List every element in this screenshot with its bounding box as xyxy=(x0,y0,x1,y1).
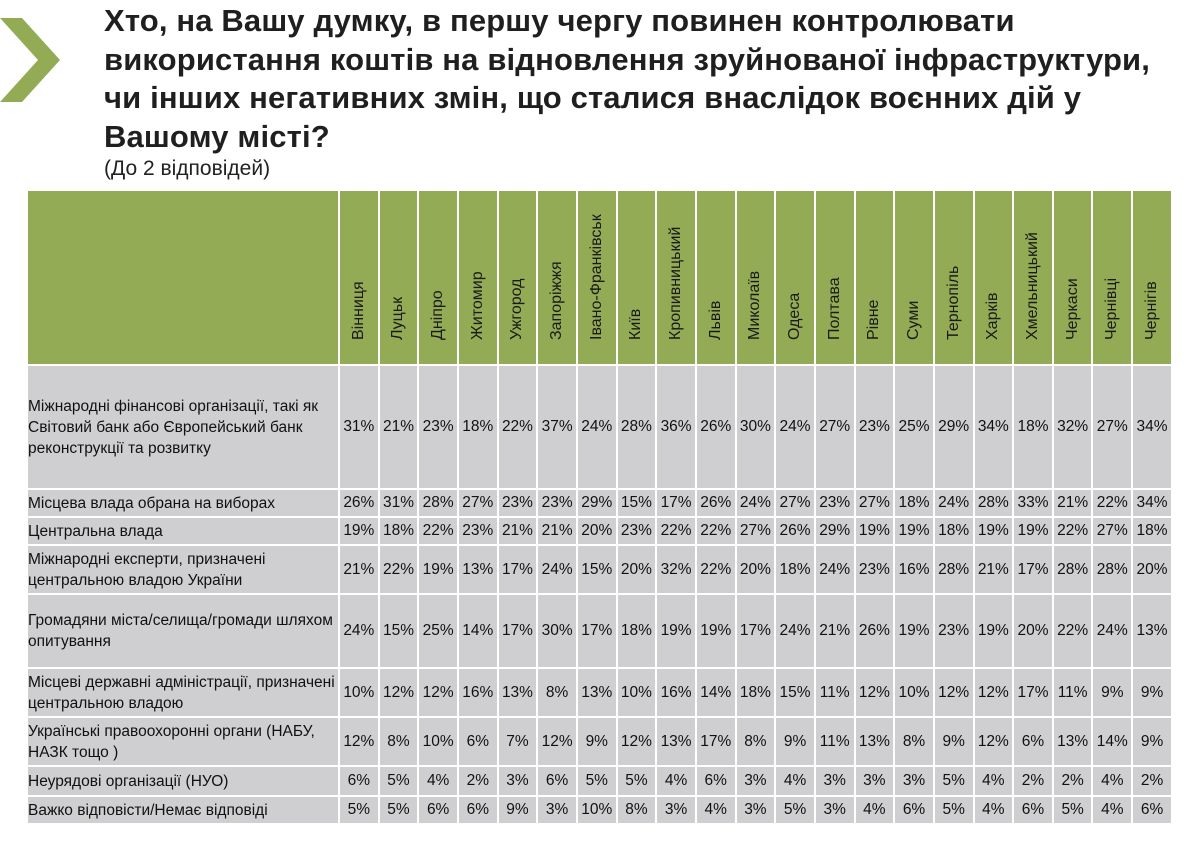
table-cell: 19% xyxy=(697,595,735,667)
column-header-label: Полтава xyxy=(825,277,843,340)
table-row xyxy=(28,767,1171,795)
row-label: Міжнародні експерти, призначені центральною владою України xyxy=(28,546,338,593)
table-cell: 11% xyxy=(816,718,854,765)
table-row xyxy=(28,546,1171,593)
table-cell: 21% xyxy=(1054,490,1092,516)
table-cell: 12% xyxy=(380,669,418,716)
table-cell: 5% xyxy=(935,767,973,795)
table-cell: 2% xyxy=(459,767,497,795)
table-cell: 34% xyxy=(1133,490,1171,516)
table-cell: 21% xyxy=(816,595,854,667)
table-cell: 19% xyxy=(657,595,695,667)
row-label: Центральна влада xyxy=(28,518,338,544)
table-cell: 22% xyxy=(419,518,457,544)
table-cell: 5% xyxy=(776,797,814,823)
table-cell: 29% xyxy=(816,518,854,544)
table-cell: 23% xyxy=(618,518,656,544)
column-header xyxy=(697,191,735,364)
column-header xyxy=(578,191,616,364)
column-header-label: Львів xyxy=(706,300,724,340)
table-row xyxy=(28,366,1171,488)
table-cell: 14% xyxy=(1093,718,1131,765)
table-cell: 6% xyxy=(340,767,378,795)
column-header-label: Київ xyxy=(627,308,645,340)
table-cell: 2% xyxy=(1014,767,1052,795)
row-label: Місцева влада обрана на виборах xyxy=(28,490,338,516)
table-cell: 25% xyxy=(419,595,457,667)
page-title: Хто, на Вашу думку, в першу чергу повинен контролювати використання коштів на відновлення зруйнованої інфраструктури, чи інших негативних змін, що сталися внаслідок воєнних дій у Вашому місті? xyxy=(104,3,1151,154)
table-cell: 26% xyxy=(697,366,735,488)
column-header xyxy=(459,191,497,364)
table-cell: 30% xyxy=(538,595,576,667)
table-cell: 34% xyxy=(1133,366,1171,488)
row-label: Українські правоохоронні органи (НАБУ, НАЗК тощо ) xyxy=(28,718,338,765)
column-header xyxy=(856,191,894,364)
table-cell: 26% xyxy=(856,595,894,667)
table-cell: 4% xyxy=(776,767,814,795)
table-cell: 9% xyxy=(935,718,973,765)
column-header xyxy=(816,191,854,364)
column-header-label: Житомир xyxy=(468,271,486,340)
table-cell: 4% xyxy=(975,797,1013,823)
table-cell: 20% xyxy=(1014,595,1052,667)
column-header-label: Одеса xyxy=(786,292,804,340)
table-cell: 8% xyxy=(737,718,775,765)
table-cell: 12% xyxy=(856,669,894,716)
table-cell: 27% xyxy=(737,518,775,544)
table-cell: 12% xyxy=(975,669,1013,716)
column-header-label: Чернігів xyxy=(1143,281,1161,340)
table-cell: 24% xyxy=(776,366,814,488)
table-cell: 27% xyxy=(816,366,854,488)
table-cell: 24% xyxy=(538,546,576,593)
table-cell: 9% xyxy=(1093,669,1131,716)
table-cell: 3% xyxy=(737,767,775,795)
table-cell: 26% xyxy=(697,490,735,516)
column-header xyxy=(419,191,457,364)
table-cell: 6% xyxy=(459,797,497,823)
table-cell: 13% xyxy=(657,718,695,765)
table-cell: 12% xyxy=(935,669,973,716)
table-cell: 28% xyxy=(618,366,656,488)
table-cell: 3% xyxy=(538,797,576,823)
table-cell: 32% xyxy=(657,546,695,593)
table-cell: 21% xyxy=(380,366,418,488)
table-row xyxy=(28,718,1171,765)
column-header-label: Миколаїв xyxy=(746,270,764,340)
table-cell: 18% xyxy=(618,595,656,667)
results-table xyxy=(26,189,1173,825)
row-label: Важко відповісти/Немає відповіді xyxy=(28,797,338,823)
table-row xyxy=(28,595,1171,667)
table-cell: 10% xyxy=(578,797,616,823)
table-cell: 18% xyxy=(1133,518,1171,544)
table-cell: 24% xyxy=(935,490,973,516)
column-header-label: Кропивницький xyxy=(667,226,685,340)
table-row xyxy=(28,518,1171,544)
column-header xyxy=(975,191,1013,364)
column-header-label: Івано-Франківськ xyxy=(587,214,605,340)
column-header-label: Хмельницький xyxy=(1023,232,1041,340)
table-cell: 6% xyxy=(895,797,933,823)
table-cell: 22% xyxy=(697,518,735,544)
table-cell: 7% xyxy=(499,718,537,765)
table-cell: 3% xyxy=(816,797,854,823)
table-cell: 5% xyxy=(380,797,418,823)
table-cell: 13% xyxy=(1054,718,1092,765)
table-cell: 27% xyxy=(856,490,894,516)
table-cell: 5% xyxy=(1054,797,1092,823)
table-cell: 27% xyxy=(459,490,497,516)
table-cell: 27% xyxy=(1093,366,1131,488)
table-row xyxy=(28,490,1171,516)
row-label: Міжнародні фінансові організації, такі як Світовий банк або Європейський банк реконструкції та розвитку xyxy=(28,366,338,488)
table-cell: 13% xyxy=(459,546,497,593)
table-cell: 21% xyxy=(538,518,576,544)
table-cell: 31% xyxy=(380,490,418,516)
column-header xyxy=(895,191,933,364)
table-cell: 15% xyxy=(578,546,616,593)
table-row xyxy=(28,797,1171,823)
table-cell: 19% xyxy=(975,595,1013,667)
column-header xyxy=(737,191,775,364)
table-cell: 19% xyxy=(856,518,894,544)
table-cell: 4% xyxy=(975,767,1013,795)
table-cell: 19% xyxy=(975,518,1013,544)
green-arrow-icon xyxy=(0,18,72,102)
table-cell: 23% xyxy=(816,490,854,516)
table-cell: 18% xyxy=(459,366,497,488)
table-cell: 26% xyxy=(776,518,814,544)
column-header xyxy=(340,191,378,364)
table-cell: 22% xyxy=(1093,490,1131,516)
column-header-label: Чернівці xyxy=(1103,277,1121,340)
table-cell: 21% xyxy=(340,546,378,593)
table-cell: 28% xyxy=(1054,546,1092,593)
column-header xyxy=(380,191,418,364)
table-cell: 10% xyxy=(895,669,933,716)
table-cell: 29% xyxy=(578,490,616,516)
column-header-label: Рівне xyxy=(865,299,883,340)
table-cell: 10% xyxy=(618,669,656,716)
row-label: Неурядові організації (НУО) xyxy=(28,767,338,795)
table-cell: 22% xyxy=(657,518,695,544)
table-cell: 27% xyxy=(1093,518,1131,544)
column-header xyxy=(657,191,695,364)
table-cell: 28% xyxy=(935,546,973,593)
table-cell: 24% xyxy=(1093,595,1131,667)
table-cell: 6% xyxy=(1014,718,1052,765)
table-cell: 22% xyxy=(697,546,735,593)
table-cell: 19% xyxy=(340,518,378,544)
table-cell: 22% xyxy=(499,366,537,488)
table-cell: 14% xyxy=(459,595,497,667)
table-cell: 20% xyxy=(618,546,656,593)
table-cell: 26% xyxy=(340,490,378,516)
row-label: Громадяни міста/селища/громади шляхом опитування xyxy=(28,595,338,667)
table-cell: 4% xyxy=(1093,797,1131,823)
table-cell: 6% xyxy=(1133,797,1171,823)
table-cell: 20% xyxy=(1133,546,1171,593)
column-header xyxy=(776,191,814,364)
table-cell: 12% xyxy=(340,718,378,765)
table-cell: 9% xyxy=(578,718,616,765)
table-cell: 18% xyxy=(737,669,775,716)
table-cell: 16% xyxy=(459,669,497,716)
column-header-label: Ужгород xyxy=(508,278,526,340)
table-cell: 5% xyxy=(578,767,616,795)
table-cell: 3% xyxy=(737,797,775,823)
table-cell: 3% xyxy=(816,767,854,795)
table-cell: 16% xyxy=(895,546,933,593)
table-cell: 23% xyxy=(935,595,973,667)
table-cell: 6% xyxy=(419,797,457,823)
row-label: Місцеві державні адміністрації, призначені центральною владою xyxy=(28,669,338,716)
table-cell: 9% xyxy=(499,797,537,823)
table-cell: 2% xyxy=(1054,767,1092,795)
table-cell: 37% xyxy=(538,366,576,488)
column-header-label: Харків xyxy=(984,292,1002,340)
table-cell: 12% xyxy=(975,718,1013,765)
table-cell: 10% xyxy=(419,718,457,765)
table-cell: 28% xyxy=(975,490,1013,516)
table-cell: 3% xyxy=(657,797,695,823)
table-cell: 16% xyxy=(657,669,695,716)
table-cell: 22% xyxy=(380,546,418,593)
table-cell: 15% xyxy=(380,595,418,667)
table-cell: 17% xyxy=(578,595,616,667)
column-header-label: Суми xyxy=(905,300,923,340)
table-cell: 12% xyxy=(538,718,576,765)
table-cell: 24% xyxy=(340,595,378,667)
table-cell: 10% xyxy=(340,669,378,716)
table-cell: 17% xyxy=(1014,546,1052,593)
table-cell: 13% xyxy=(856,718,894,765)
table-cell: 31% xyxy=(340,366,378,488)
table-cell: 18% xyxy=(776,546,814,593)
table-cell: 27% xyxy=(776,490,814,516)
table-cell: 17% xyxy=(499,546,537,593)
table-cell: 28% xyxy=(419,490,457,516)
column-header-label: Запоріжжя xyxy=(548,261,566,340)
table-cell: 6% xyxy=(1014,797,1052,823)
table-cell: 3% xyxy=(895,767,933,795)
table-cell: 13% xyxy=(1133,595,1171,667)
table-cell: 23% xyxy=(419,366,457,488)
table-cell: 19% xyxy=(419,546,457,593)
table-cell: 18% xyxy=(895,490,933,516)
table-cell: 21% xyxy=(975,546,1013,593)
table-cell: 19% xyxy=(895,518,933,544)
table-cell: 4% xyxy=(1093,767,1131,795)
column-header-label: Дніпро xyxy=(429,290,447,340)
table-cell: 9% xyxy=(1133,669,1171,716)
column-header xyxy=(499,191,537,364)
table-cell: 36% xyxy=(657,366,695,488)
table-cell: 18% xyxy=(380,518,418,544)
table-cell: 20% xyxy=(578,518,616,544)
table-cell: 8% xyxy=(380,718,418,765)
table-cell: 8% xyxy=(618,797,656,823)
table-cell: 6% xyxy=(697,767,735,795)
table-cell: 5% xyxy=(340,797,378,823)
table-cell: 17% xyxy=(697,718,735,765)
table-cell: 19% xyxy=(1014,518,1052,544)
column-header-label: Луцьк xyxy=(389,296,407,340)
table-cell: 17% xyxy=(737,595,775,667)
table-cell: 8% xyxy=(895,718,933,765)
table-cell: 14% xyxy=(697,669,735,716)
header-corner xyxy=(28,191,338,364)
table-cell: 3% xyxy=(499,767,537,795)
table-cell: 23% xyxy=(856,546,894,593)
column-header xyxy=(538,191,576,364)
table-cell: 32% xyxy=(1054,366,1092,488)
column-header xyxy=(935,191,973,364)
table-cell: 30% xyxy=(737,366,775,488)
table-cell: 21% xyxy=(499,518,537,544)
table-cell: 29% xyxy=(935,366,973,488)
table-cell: 28% xyxy=(1093,546,1131,593)
table-cell: 18% xyxy=(1014,366,1052,488)
table-cell: 12% xyxy=(419,669,457,716)
table-cell: 6% xyxy=(538,767,576,795)
table-cell: 25% xyxy=(895,366,933,488)
table-cell: 17% xyxy=(499,595,537,667)
table-cell: 2% xyxy=(1133,767,1171,795)
table-cell: 15% xyxy=(776,669,814,716)
table-cell: 11% xyxy=(1054,669,1092,716)
table-cell: 8% xyxy=(538,669,576,716)
table-cell: 17% xyxy=(1014,669,1052,716)
table-cell: 5% xyxy=(380,767,418,795)
table-cell: 4% xyxy=(697,797,735,823)
table-cell: 24% xyxy=(578,366,616,488)
table-cell: 9% xyxy=(1133,718,1171,765)
column-header xyxy=(1093,191,1131,364)
table-cell: 4% xyxy=(657,767,695,795)
table-cell: 20% xyxy=(737,546,775,593)
table-cell: 23% xyxy=(499,490,537,516)
table-cell: 6% xyxy=(459,718,497,765)
table-cell: 15% xyxy=(618,490,656,516)
column-header-label: Черкаси xyxy=(1063,278,1081,340)
table-cell: 24% xyxy=(816,546,854,593)
table-cell: 13% xyxy=(578,669,616,716)
column-header-label: Вінниця xyxy=(349,281,367,340)
table-cell: 3% xyxy=(856,767,894,795)
column-header xyxy=(618,191,656,364)
table-cell: 23% xyxy=(538,490,576,516)
table-cell: 13% xyxy=(499,669,537,716)
column-header-label: Тернопіль xyxy=(944,265,962,340)
table-cell: 17% xyxy=(657,490,695,516)
table-cell: 12% xyxy=(618,718,656,765)
table-cell: 4% xyxy=(856,797,894,823)
table-cell: 22% xyxy=(1054,595,1092,667)
table-cell: 33% xyxy=(1014,490,1052,516)
table-row xyxy=(28,669,1171,716)
table-cell: 23% xyxy=(856,366,894,488)
page-subtitle: (До 2 відповідей) xyxy=(104,157,271,180)
table-cell: 4% xyxy=(419,767,457,795)
table-cell: 19% xyxy=(895,595,933,667)
table-cell: 5% xyxy=(935,797,973,823)
column-header xyxy=(1054,191,1092,364)
table-cell: 11% xyxy=(816,669,854,716)
column-header xyxy=(1014,191,1052,364)
table-cell: 23% xyxy=(459,518,497,544)
table-cell: 34% xyxy=(975,366,1013,488)
column-header xyxy=(1133,191,1171,364)
table-cell: 18% xyxy=(935,518,973,544)
table-cell: 24% xyxy=(776,595,814,667)
table-cell: 5% xyxy=(618,767,656,795)
table-cell: 9% xyxy=(776,718,814,765)
table-cell: 22% xyxy=(1054,518,1092,544)
table-cell: 24% xyxy=(737,490,775,516)
header-row xyxy=(28,191,1171,364)
